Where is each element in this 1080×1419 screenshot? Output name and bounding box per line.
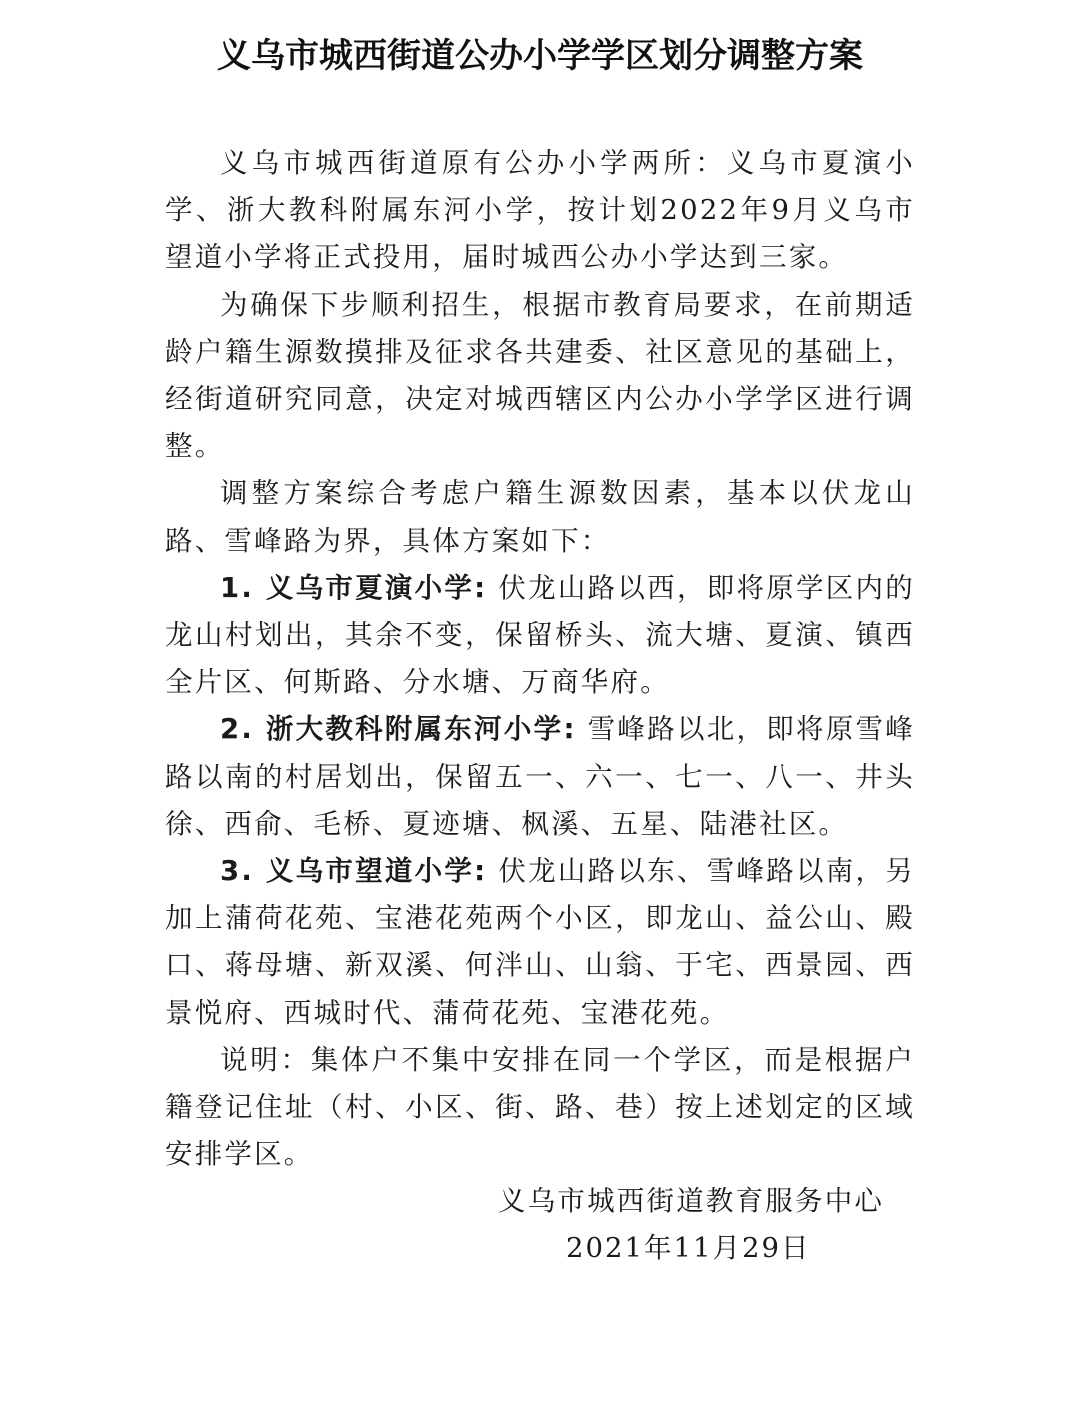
list-item-xiayan — [165, 565, 915, 707]
item-text-wangdao: 伏龙山路以东、雪峰路以南，另加上蒲荷花苑、宝港花苑两个小区，即龙山、益公山、殿口、蒋母塘、新双溪、何泮山、山翁、于宅、西景园、西景悦府、西城时代、蒲荷花苑、宝港花苑。 — [165, 855, 915, 1029]
item-lead-wangdao: 3. 义乌市望道小学: — [220, 855, 488, 888]
paragraph-purpose: 为确保下步顺利招生，根据市教育局要求，在前期适龄户籍生源数摸排及征求各共建委、社区意见的基础上，经街道研究同意，决定对城西辖区内公办小学学区进行调整。 — [165, 288, 915, 463]
item-lead-donghe: 2. 浙大教科附属东河小学: — [220, 713, 577, 746]
document-title: 义乌市城西街道公办小学学区划分调整方案 — [217, 36, 863, 76]
item-text-donghe: 雪峰路以北，即将原雪峰路以南的村居划出，保留五一、六一、七一、八一、井头徐、西俞、毛桥、夏迹塘、枫溪、五星、陆港社区。 — [165, 713, 916, 840]
document-body — [165, 140, 915, 1178]
paragraph-intro: 义乌市城西街道原有公办小学两所：义乌市夏演小学、浙大教科附属东河小学，按计划2022年9月义乌市望道小学将正式投用，届时城西公办小学达到三家。 — [165, 147, 915, 274]
list-item-wangdao — [165, 848, 915, 1037]
paragraph-scheme: 调整方案综合考虑户籍生源数因素，基本以伏龙山路、雪峰路为界，具体方案如下： — [165, 477, 915, 557]
issue-date: 2021年11月29日 — [566, 1232, 811, 1264]
paragraph-note: 说明：集体户不集中安排在同一个学区，而是根据户籍登记住址（村、小区、街、路、巷）按上述划定的区域安排学区。 — [165, 1043, 915, 1171]
list-item-donghe — [165, 706, 915, 848]
issuer-signature: 义乌市城西街道教育服务中心 — [498, 1185, 885, 1217]
item-lead-xiayan: 1. 义乌市夏演小学: — [220, 571, 488, 604]
item-text-xiayan: 伏龙山路以西，即将原学区内的龙山村划出，其余不变，保留桥头、流大塘、夏演、镇西全片区、何斯路、分水塘、万商华府。 — [165, 571, 915, 699]
